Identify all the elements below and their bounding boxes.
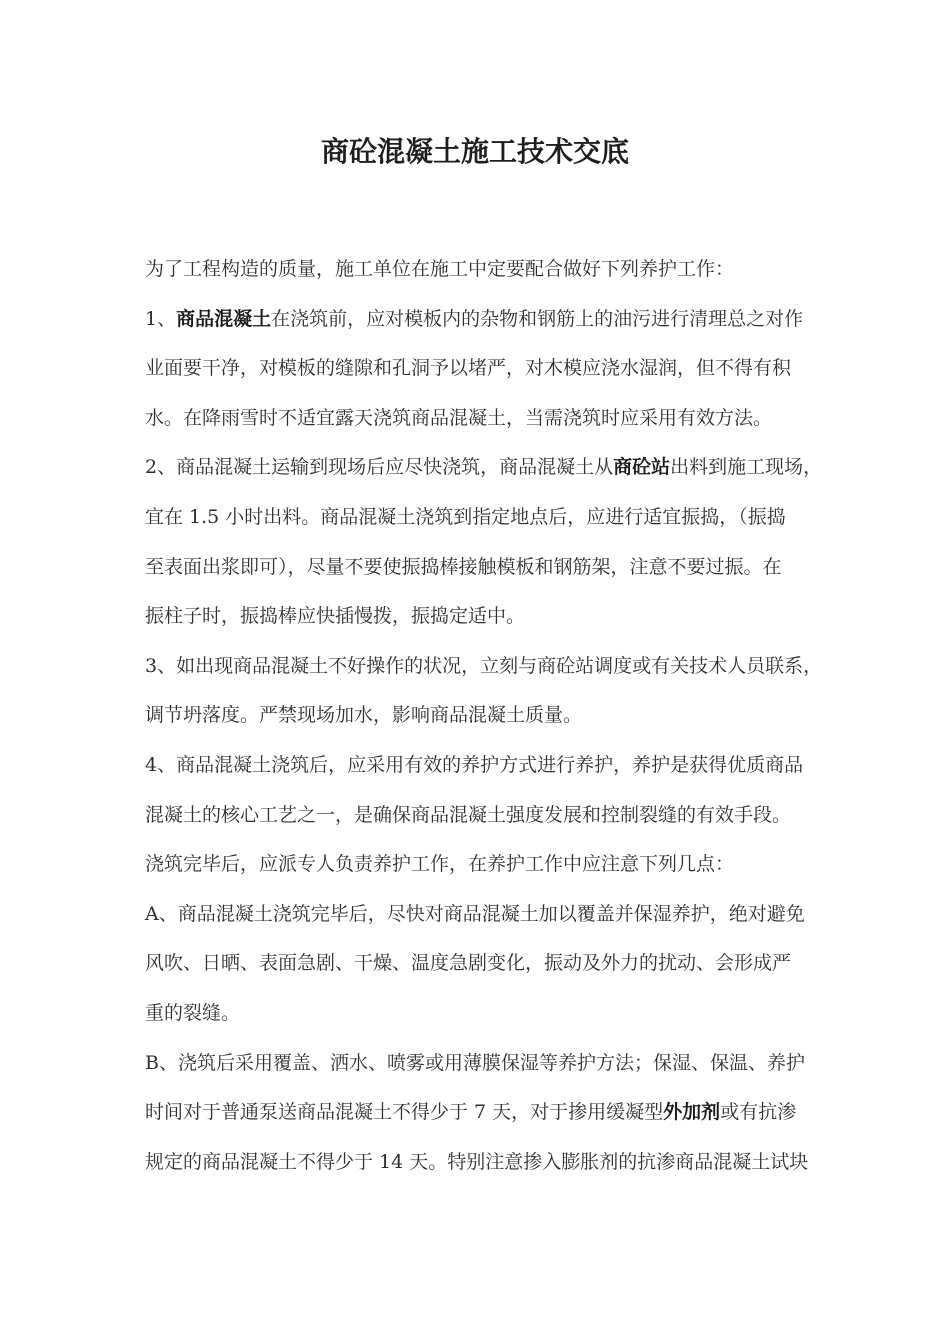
text-line [145,1049,805,1077]
text-line [145,652,822,680]
text-line [145,602,525,630]
text-line [145,999,240,1027]
text-segment: 2、商品混凝土运输到现场后应尽快浇筑，商品混凝土从 [145,456,614,479]
text-segment: 1、 [145,307,177,330]
text-line [145,404,772,432]
text-segment: 业面要干净，对模板的缝隙和孔洞予以堵严，对木模应浇水湿润，但不得有积 [145,357,792,380]
text-segment: 4、商品混凝土浇筑后，应采用有效的养护方式进行养护，养护是获得优质商品 [145,754,804,776]
text-segment: 3、如出现商品混凝土不好操作的状况，立刻与商砼站调度或有关技术人员联系， [145,654,823,677]
text-segment: 出料到施工现场， [670,456,823,479]
text-line [145,553,782,581]
text-segment: 浇筑完毕后，应派专人负责养护工作，在养护工作中应注意下列几点： [145,853,735,876]
text-line [145,354,791,382]
bold-term: 外加剂 [663,1101,721,1124]
text-segment: 为了工程构造的质量，施工单位在施工中定要配合做好下列养护工作： [145,258,735,280]
text-segment: 混凝土的核心工艺之一，是确保商品混凝土强度发展和控制裂缝的有效手段。 [145,803,792,826]
text-line [145,255,734,283]
text-line [145,503,786,531]
text-segment: B、浇筑后采用覆盖、洒水、喷雾或用薄膜保湿等养护方法；保湿、保温、养护 [145,1051,805,1074]
text-segment: 宜在 1.5 小时出料。商品混凝土浇筑到指定地点后，应进行适宜振捣，（振捣 [145,506,786,528]
text-segment: 调节坍落度。严禁现场加水，影响商品混凝土质量。 [145,704,583,727]
document-title: 商砼混凝土施工技术交底 [320,135,629,168]
text-segment: 规定的商品混凝土不得少于 14 天。特别注意掺入膨胀剂的抗渗商品混凝土试块 [145,1150,809,1173]
text-line [145,801,791,829]
text-line [145,949,791,977]
text-segment: 重的裂缝。 [145,1002,241,1024]
text-line [145,900,805,928]
text-line [145,305,803,333]
text-segment: 水。在降雨雪时不适宜露天浇筑商品混凝土，当需浇筑时应采用有效方法。 [145,406,773,429]
text-line [145,453,822,481]
text-segment: 在浇筑前，应对模板内的杂物和钢筋上的油污进行清理总之对作 [271,307,804,330]
text-line [145,1098,796,1126]
text-line [145,751,803,779]
bold-term: 商品混凝土 [176,307,272,330]
text-segment: 时间对于普通泵送商品混凝土不得少于 7 天，对于掺用缓凝型 [145,1101,664,1124]
text-segment: 振柱子时，振捣棒应快插慢拨，振捣定适中。 [145,605,526,628]
text-segment: 至表面出浆即可），尽量不要使振捣棒接触模板和钢筋架，注意不要过振。在 [145,555,782,578]
bold-term: 商砼站 [613,456,671,479]
text-segment: A、商品混凝土浇筑完毕后，尽快对商品混凝土加以覆盖并保湿养护，绝对避免 [145,902,805,925]
text-segment: 风吹、日晒、表面急剧、干燥、温度急剧变化，振动及外力的扰动、会形成严 [145,952,792,975]
text-segment: 或有抗渗 [720,1101,797,1124]
text-line [145,850,734,878]
text-line [145,1148,808,1176]
text-line [145,701,582,729]
